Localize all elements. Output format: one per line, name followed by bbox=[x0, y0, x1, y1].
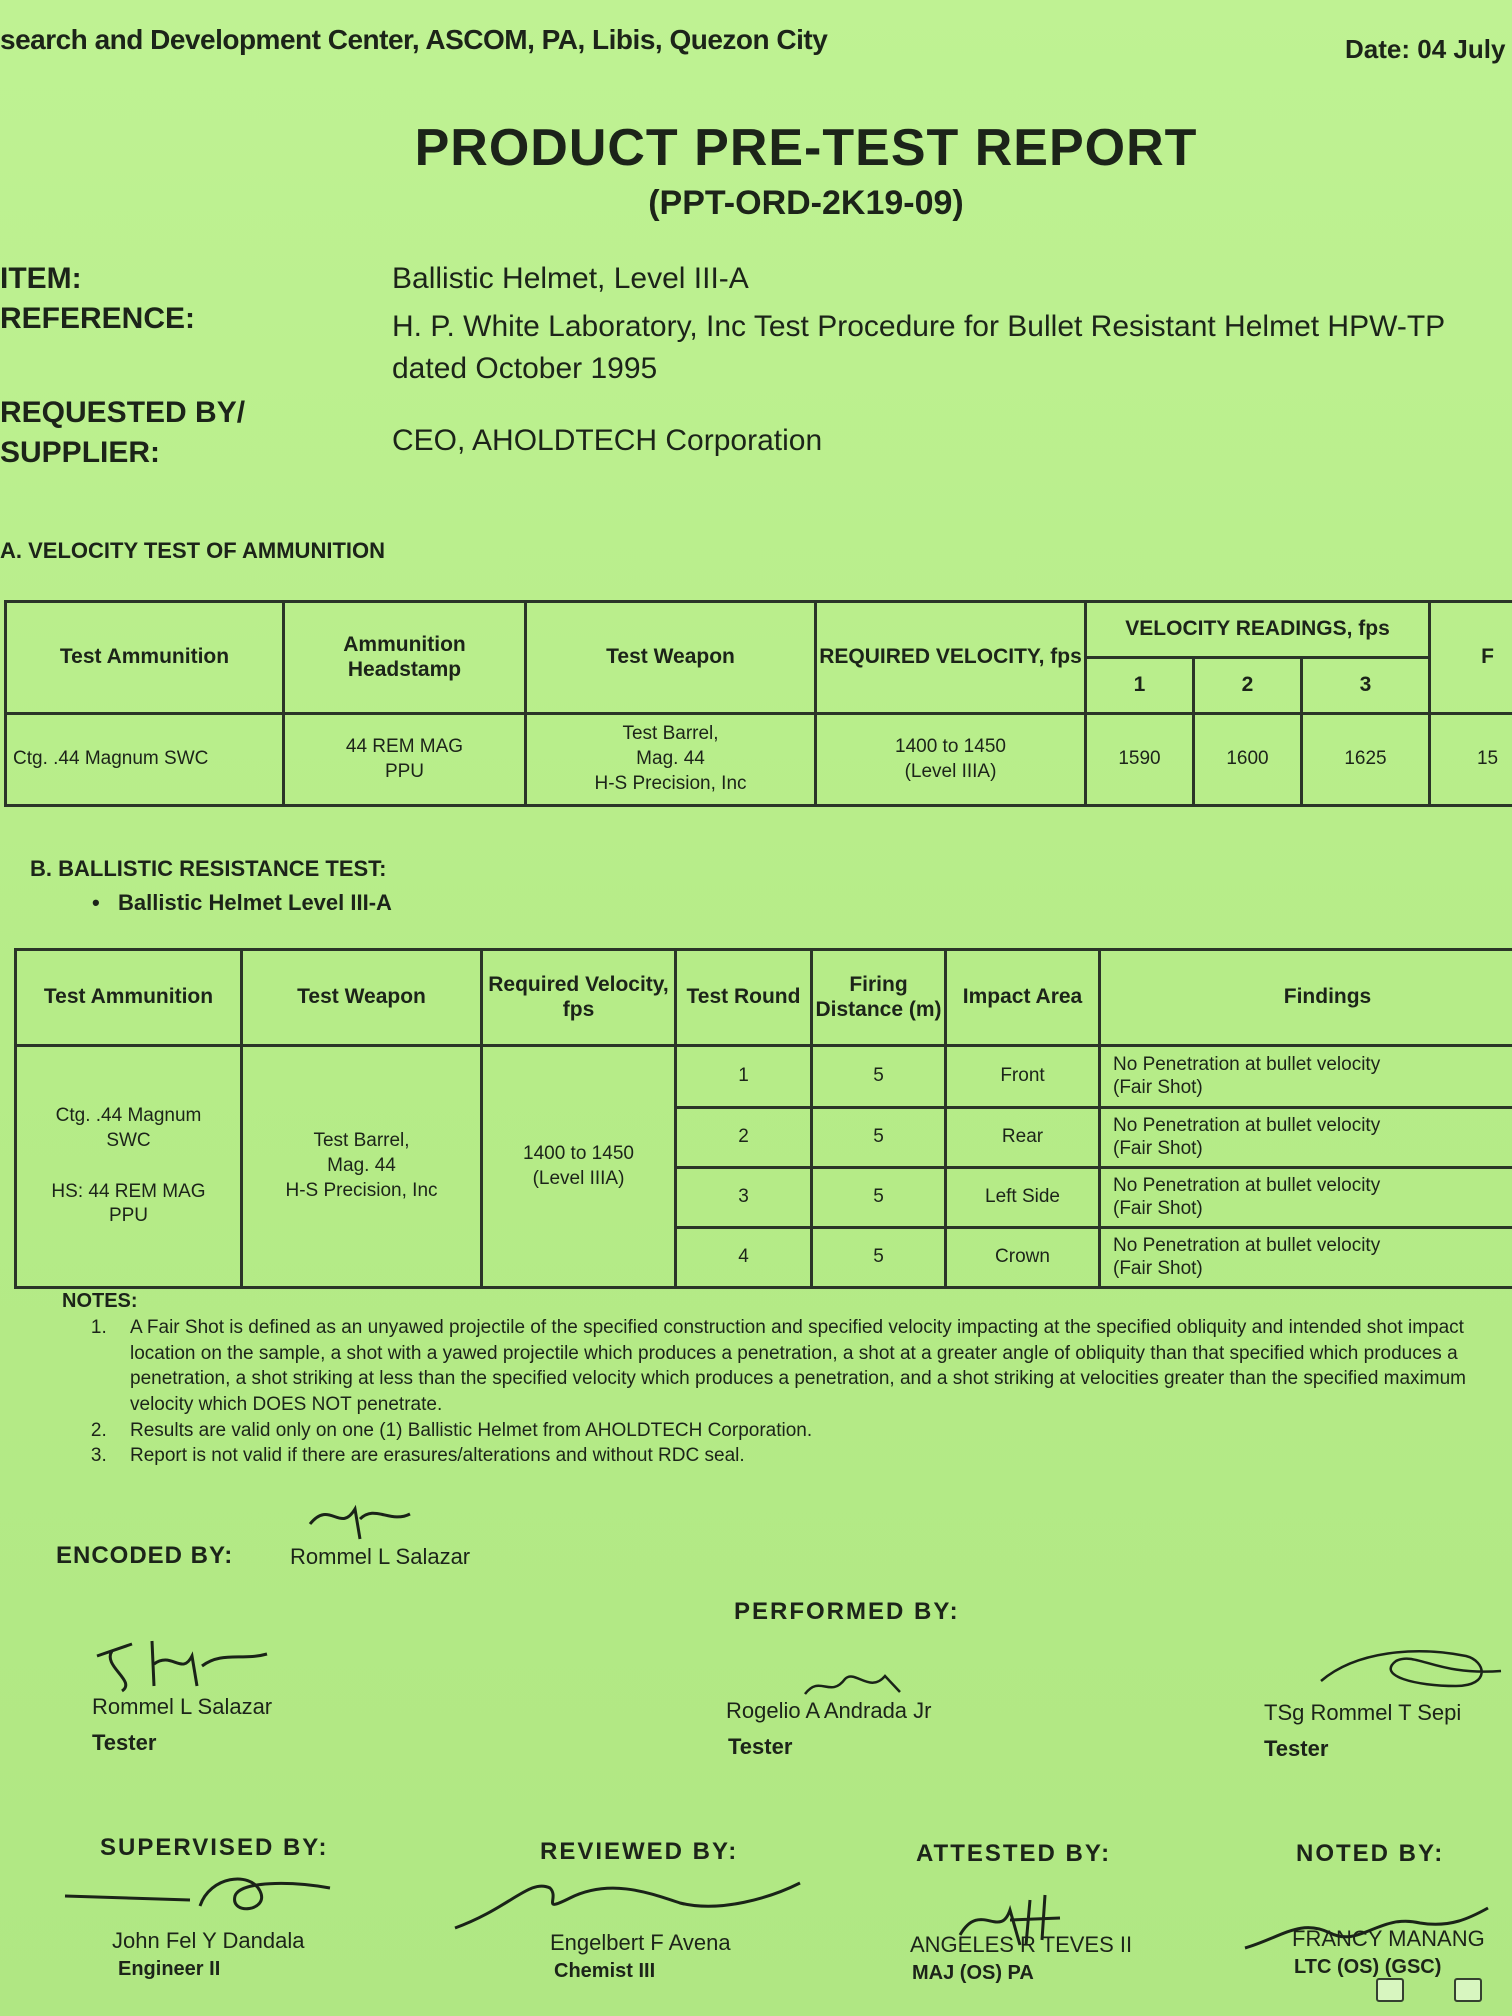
encoded-name: Rommel L Salazar bbox=[290, 1544, 471, 1569]
reviewer-role: Chemist III bbox=[554, 1960, 656, 1982]
requested-label: REQUESTED BY/ bbox=[0, 396, 246, 429]
cell-reading-2: 1600 bbox=[1194, 714, 1302, 806]
table-row bbox=[6, 714, 1512, 806]
report-date: Date: 04 July bbox=[1345, 34, 1506, 64]
tester1-name: Rommel L Salazar bbox=[92, 1694, 273, 1719]
tester2-name: Rogelio A Andrada Jr bbox=[726, 1698, 932, 1723]
organization-header: search and Development Center, ASCOM, PA, Libis, Quezon City bbox=[0, 24, 828, 55]
cell-round: 3 bbox=[676, 1168, 812, 1228]
report-title: PRODUCT PRE-TEST REPORT bbox=[414, 119, 1198, 177]
b-ammo-line3: HS: 44 REM MAG bbox=[51, 1180, 206, 1202]
col-required-velocity: REQUIRED VELOCITY, fps bbox=[816, 602, 1086, 714]
tester3-role: Tester bbox=[1264, 1736, 1329, 1761]
note-item: 2. Results are valid only on one (1) Ballistic Helmet from AHOLDTECH Corporation. bbox=[112, 1418, 1512, 1444]
weapon-line1: Test Barrel, bbox=[622, 723, 719, 745]
finding-line2: (Fair Shot) bbox=[1113, 1137, 1203, 1159]
col-b-round: Test Round bbox=[676, 950, 812, 1046]
cell-finding bbox=[1100, 1228, 1512, 1288]
cell-impact: Left Side bbox=[946, 1168, 1100, 1228]
col-reading-2: 2 bbox=[1194, 658, 1302, 714]
table-row bbox=[16, 1046, 1512, 1108]
tester2-role: Tester bbox=[728, 1734, 793, 1759]
reference-value: H. P. White Laboratory, Inc Test Procedure for Bullet Resistant Helmet HPW-TP bbox=[392, 310, 1446, 343]
cell-round: 2 bbox=[676, 1108, 812, 1168]
cell-headstamp bbox=[284, 714, 526, 806]
weapon-line3: H-S Precision, Inc bbox=[594, 772, 747, 794]
cell-distance: 5 bbox=[812, 1228, 946, 1288]
performed-label: PERFORMED BY: bbox=[734, 1598, 960, 1625]
notes-heading: NOTES: bbox=[62, 1290, 138, 1312]
finding-line2: (Fair Shot) bbox=[1113, 1257, 1203, 1279]
headstamp-line1: 44 REM MAG bbox=[345, 735, 464, 757]
tester1-role: Tester bbox=[92, 1730, 157, 1755]
cell-round: 1 bbox=[676, 1046, 812, 1108]
b-ammo-line1: Ctg. .44 Magnum bbox=[55, 1105, 202, 1127]
cell-finding bbox=[1100, 1168, 1512, 1228]
encoded-label: ENCODED BY: bbox=[56, 1542, 234, 1569]
cell-b-weapon bbox=[242, 1046, 482, 1288]
reference-date: dated October 1995 bbox=[392, 352, 658, 385]
section-a-heading: A. VELOCITY TEST OF AMMUNITION bbox=[0, 538, 385, 563]
cell-distance: 5 bbox=[812, 1168, 946, 1228]
finding-line1: No Penetration at bullet velocity bbox=[1113, 1114, 1381, 1136]
cell-required bbox=[816, 714, 1086, 806]
supplier-label: SUPPLIER: bbox=[0, 436, 161, 469]
tester3-name: TSg Rommel T Sepi bbox=[1264, 1700, 1462, 1725]
finding-line1: No Penetration at bullet velocity bbox=[1113, 1053, 1381, 1075]
finding-line2: (Fair Shot) bbox=[1113, 1076, 1203, 1098]
cell-ammo: Ctg. .44 Magnum SWC bbox=[6, 714, 284, 806]
section-b-bullet bbox=[92, 890, 392, 916]
reviewer-name: Engelbert F Avena bbox=[550, 1930, 731, 1955]
attester-role: MAJ (OS) PA bbox=[912, 1962, 1034, 1984]
velocity-table bbox=[4, 600, 1512, 807]
col-last: F bbox=[1430, 602, 1512, 714]
item-value: Ballistic Helmet, Level III-A bbox=[392, 262, 749, 295]
supervisor-name: John Fel Y Dandala bbox=[112, 1928, 305, 1953]
col-test-weapon: Test Weapon bbox=[526, 602, 816, 714]
reviewer-signature bbox=[450, 1868, 810, 1938]
section-b-heading: B. BALLISTIC RESISTANCE TEST: bbox=[30, 856, 387, 881]
ballistic-table bbox=[14, 948, 1512, 1289]
noter-role: LTC (OS) (GSC) bbox=[1294, 1956, 1442, 1978]
finding-line1: No Penetration at bullet velocity bbox=[1113, 1234, 1381, 1256]
weapon-line2: Mag. 44 bbox=[636, 748, 705, 770]
col-b-required: Required Velocity, fps bbox=[482, 950, 676, 1046]
col-reading-1: 1 bbox=[1086, 658, 1194, 714]
cell-b-ammo bbox=[16, 1046, 242, 1288]
supervised-label: SUPERVISED BY: bbox=[100, 1834, 329, 1861]
b-required-line2: (Level IIIA) bbox=[532, 1167, 625, 1189]
finding-line2: (Fair Shot) bbox=[1113, 1197, 1203, 1219]
cell-impact: Front bbox=[946, 1046, 1100, 1108]
col-reading-3: 3 bbox=[1302, 658, 1430, 714]
required-line1: 1400 to 1450 bbox=[895, 735, 1006, 757]
cell-round: 4 bbox=[676, 1228, 812, 1288]
reviewed-label: REVIEWED BY: bbox=[540, 1838, 739, 1865]
requested-value: CEO, AHOLDTECH Corporation bbox=[392, 424, 823, 457]
section-b-bullet-text: Ballistic Helmet Level III-A bbox=[118, 890, 392, 915]
cell-last: 15 bbox=[1430, 714, 1512, 806]
b-required-line1: 1400 to 1450 bbox=[523, 1142, 634, 1164]
reference-label: REFERENCE: bbox=[0, 302, 196, 335]
supervisor-signature bbox=[60, 1866, 340, 1926]
b-weapon-line2: Mag. 44 bbox=[327, 1155, 396, 1177]
cell-impact: Rear bbox=[946, 1108, 1100, 1168]
finding-line1: No Penetration at bullet velocity bbox=[1113, 1174, 1381, 1196]
b-weapon-line1: Test Barrel, bbox=[313, 1130, 410, 1152]
col-b-ammunition: Test Ammunition bbox=[16, 950, 242, 1046]
b-ammo-line2: SWC bbox=[106, 1129, 151, 1151]
cell-distance: 5 bbox=[812, 1108, 946, 1168]
required-line2: (Level IIIA) bbox=[904, 760, 997, 782]
book-icon[interactable] bbox=[1376, 1978, 1404, 2002]
cell-reading-3: 1625 bbox=[1302, 714, 1430, 806]
supervisor-role: Engineer II bbox=[118, 1958, 221, 1980]
report-number: (PPT-ORD-2K19-09) bbox=[648, 184, 964, 222]
col-headstamp: Ammunition Headstamp bbox=[284, 602, 526, 714]
noter-name: FRANCY MANANG bbox=[1292, 1926, 1485, 1951]
cell-impact: Crown bbox=[946, 1228, 1100, 1288]
note-item: 1. A Fair Shot is defined as an unyawed projectile of the specified construction and specified velocity impacting at the specified obliquity and intended shot impact location on the sample, a shot with a yawed projectile which produces a penetration, a shot at a greater angle of obliquity than that specified which produces a penetration, a shot striking at less than the specified velocity which produces a penetration, and a shot striking at velocities greater than the specified maximum velocity which DOES NOT penetrate. bbox=[112, 1315, 1512, 1418]
list-icon[interactable] bbox=[1454, 1978, 1482, 2002]
item-label: ITEM: bbox=[0, 262, 82, 295]
attested-label: ATTESTED BY: bbox=[916, 1840, 1112, 1867]
bullet-dot: • bbox=[92, 890, 119, 915]
headstamp-line2: PPU bbox=[384, 760, 425, 782]
col-test-ammunition: Test Ammunition bbox=[6, 602, 284, 714]
tester1-signature bbox=[92, 1636, 272, 1696]
note-item: 3. Report is not valid if there are erasures/alterations and without RDC seal. bbox=[112, 1443, 1512, 1469]
cell-b-required bbox=[482, 1046, 676, 1288]
cell-distance: 5 bbox=[812, 1046, 946, 1108]
noted-label: NOTED BY: bbox=[1296, 1840, 1445, 1867]
cell-finding bbox=[1100, 1108, 1512, 1168]
cell-reading-1: 1590 bbox=[1086, 714, 1194, 806]
notes-block bbox=[62, 1288, 1512, 1469]
col-b-findings: Findings bbox=[1100, 950, 1512, 1046]
cell-finding bbox=[1100, 1046, 1512, 1108]
col-b-weapon: Test Weapon bbox=[242, 950, 482, 1046]
col-b-impact: Impact Area bbox=[946, 950, 1100, 1046]
b-weapon-line3: H-S Precision, Inc bbox=[285, 1179, 438, 1201]
encoded-signature bbox=[300, 1494, 420, 1544]
cell-weapon bbox=[526, 714, 816, 806]
attester-name: ANGELES R TEVES II bbox=[910, 1932, 1133, 1957]
b-ammo-line4: PPU bbox=[108, 1205, 149, 1227]
col-velocity-readings: VELOCITY READINGS, fps bbox=[1086, 602, 1430, 658]
tester3-signature bbox=[1316, 1646, 1506, 1696]
col-b-distance: Firing Distance (m) bbox=[812, 950, 946, 1046]
